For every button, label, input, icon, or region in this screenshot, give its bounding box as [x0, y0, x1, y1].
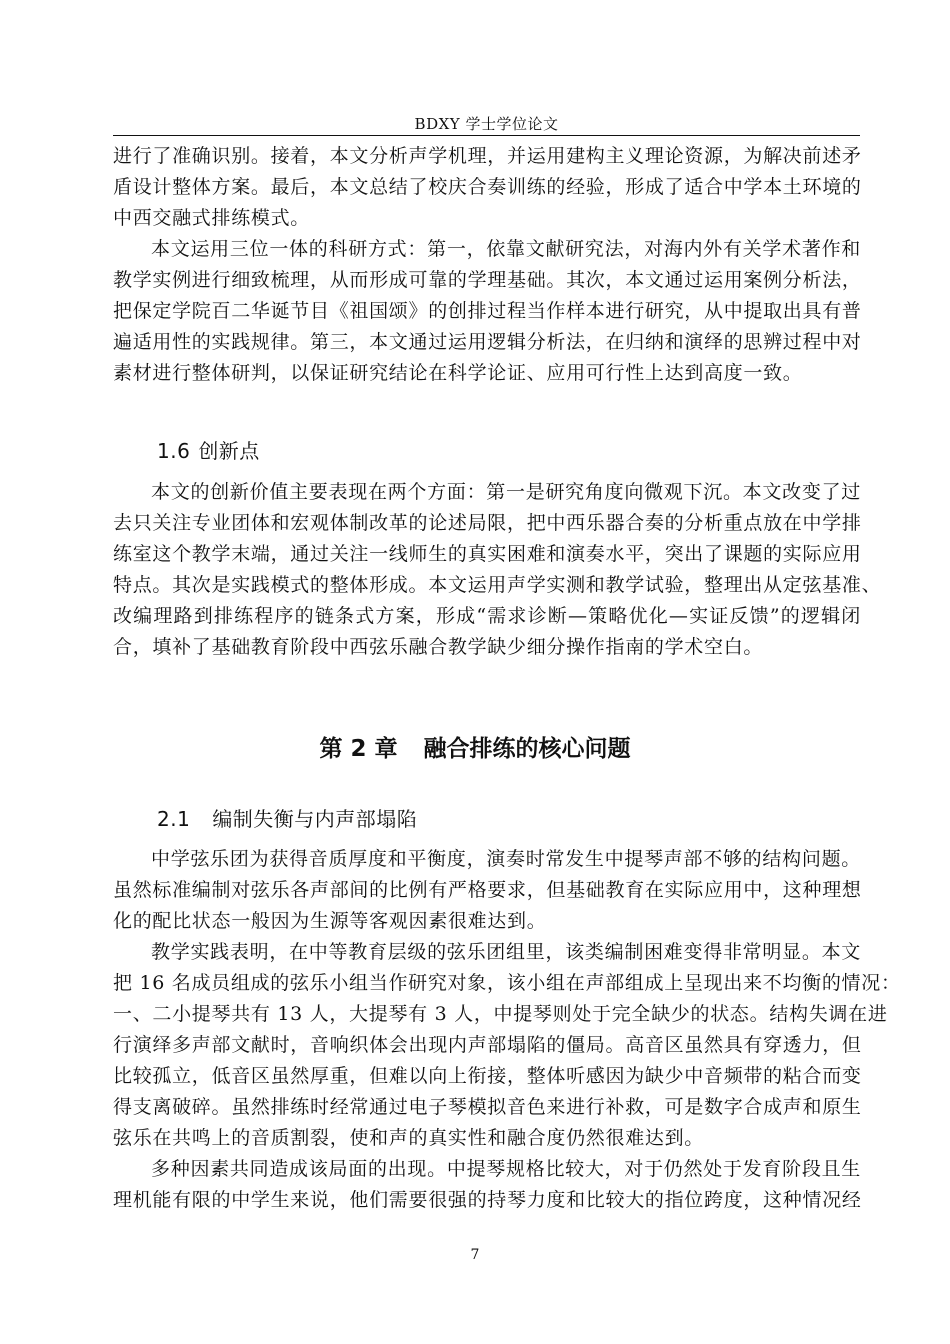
section-number: 2.1 — [157, 807, 191, 831]
text-line: 中西交融式排练模式。 — [113, 207, 311, 229]
text-line: 遍适用性的实践规律。第三，本文通过运用逻辑分析法，在归纳和演绎的思辨过程中对 — [113, 331, 862, 353]
section-heading-2-1 — [157, 803, 417, 832]
section-title: 编制失衡与内声部塌陷 — [212, 807, 418, 831]
text-line: 特点。其次是实践模式的整体形成。本文运用声学实测和教学试验，整理出从定弦基准、 — [113, 574, 882, 596]
chapter-heading — [0, 730, 950, 763]
text-line: 练室这个教学末端，通过关注一线师生的真实困难和演奏水平，突出了课题的实际应用 — [113, 543, 862, 565]
text-line: 虽然标准编制对弦乐各声部间的比例有严格要求，但基础教育在实际应用中，这种理想 — [113, 879, 862, 901]
paragraph-continuation — [113, 141, 861, 234]
text-line: 改编理路到排练程序的链条式方案，形成“需求诊断—策略优化—实证反馈”的逻辑闭 — [113, 605, 861, 627]
running-head: BDXY 学士学位论文 — [414, 115, 559, 133]
text-line: 教学实践表明，在中等教育层级的弦乐团组里，该类编制困难变得非常明显。本文 — [151, 941, 861, 963]
paragraph-methods — [113, 234, 861, 389]
text-line: 一、二小提琴共有 13 人，大提琴有 3 人，中提琴则处于完全缺少的状态。结构失调在进 — [113, 1003, 888, 1025]
section-heading-1-6 — [157, 435, 260, 464]
text-line: 去只关注专业团体和宏观体制改革的论述局限，把中西乐器合奏的分析重点放在中学排 — [113, 512, 862, 534]
text-line: 本文运用三位一体的科研方式：第一，依靠文献研究法，对海内外有关学术著作和 — [151, 238, 861, 260]
text-line: 合，填补了基础教育阶段中西弦乐融合教学缺少细分操作指南的学术空白。 — [113, 636, 764, 658]
text-line: 教学实例进行细致梳理，从而形成可靠的学理基础。其次，本文通过运用案例分析法， — [113, 269, 862, 291]
paragraph-imbalance — [113, 844, 861, 937]
chapter-number: 第 2 章 — [319, 736, 398, 762]
text-line: 把 16 名成员组成的弦乐小组当作研究对象，该小组在声部组成上呈现出来不均衡的情况： — [113, 972, 901, 994]
section-title: 创新点 — [198, 439, 260, 463]
text-line: 多种因素共同造成该局面的出现。中提琴规格比较大，对于仍然处于发育阶段且生 — [151, 1158, 861, 1180]
page-number: 7 — [470, 1247, 480, 1263]
header-rule — [113, 135, 860, 136]
text-line: 把保定学院百二华诞节目《祖国颂》的创排过程当作样本进行研究，从中提取出具有普 — [113, 300, 862, 322]
text-line: 化的配比状态一般因为生源等客观因素很难达到。 — [113, 910, 547, 932]
text-line: 行演绎多声部文献时，音响织体会出现内声部塌陷的僵局。高音区虽然具有穿透力，但 — [113, 1034, 862, 1056]
text-line: 弦乐在共鸣上的音质割裂，使和声的真实性和融合度仍然很难达到。 — [113, 1127, 705, 1149]
text-line: 中学弦乐团为获得音质厚度和平衡度，演奏时常发生中提琴声部不够的结构问题。 — [151, 848, 861, 870]
text-line: 进行了准确识别。接着，本文分析声学机理，并运用建构主义理论资源，为解决前述矛 — [113, 145, 862, 167]
text-line: 素材进行整体研判，以保证研究结论在科学论证、应用可行性上达到高度一致。 — [113, 362, 803, 384]
text-line: 得支离破碎。虽然排练时经常通过电子琴模拟音色来进行补救，可是数字合成声和原生 — [113, 1096, 862, 1118]
section-number: 1.6 — [157, 439, 191, 463]
text-line: 盾设计整体方案。最后，本文总结了校庆合奏训练的经验，形成了适合中学本土环境的 — [113, 176, 862, 198]
text-line: 比较孤立，低音区虽然厚重，但难以向上衔接，整体听感因为缺少中音频带的粘合而变 — [113, 1065, 862, 1087]
paragraph-innovation — [113, 477, 882, 663]
text-line: 本文的创新价值主要表现在两个方面：第一是研究角度向微观下沉。本文改变了过 — [151, 481, 861, 503]
chapter-title: 融合排练的核心问题 — [423, 736, 631, 762]
text-line: 理机能有限的中学生来说，他们需要很强的持琴力度和比较大的指位跨度，这种情况经 — [113, 1189, 862, 1211]
paragraph-practice — [113, 937, 901, 1154]
paragraph-causes — [113, 1154, 861, 1216]
